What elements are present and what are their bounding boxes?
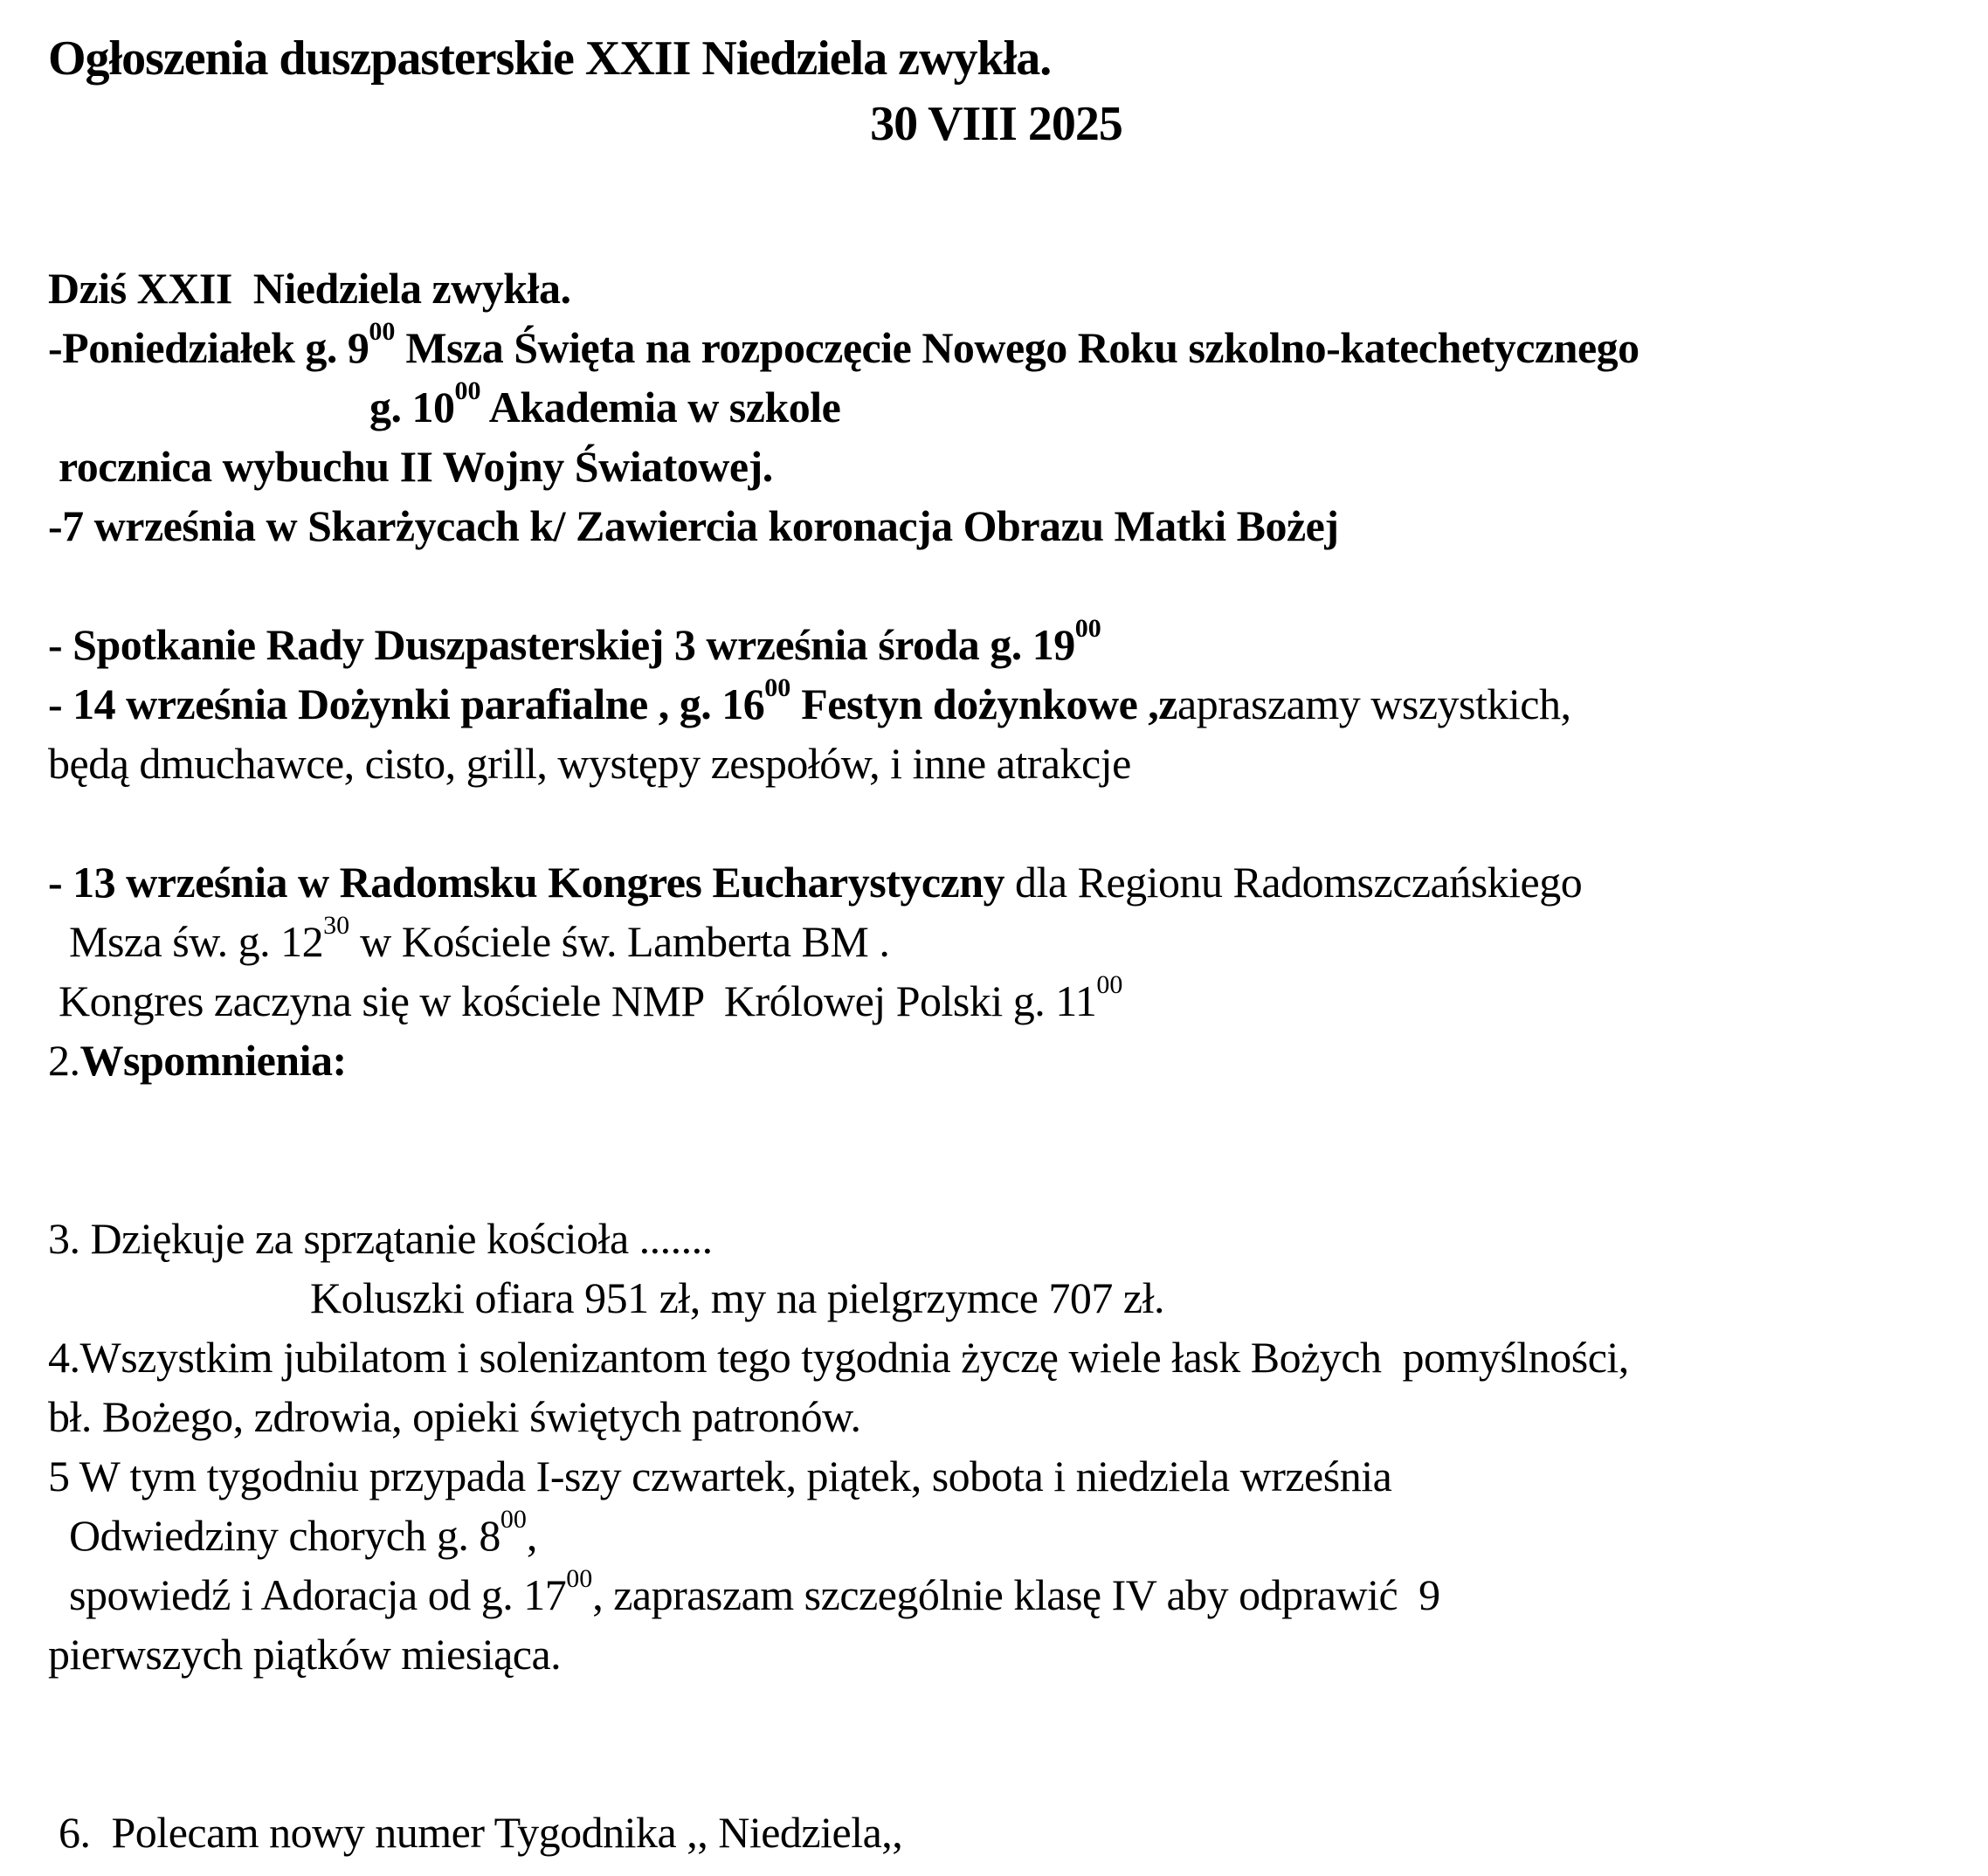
text-run: -Poniedziałek g. 9 <box>48 323 369 372</box>
text-run: g. 10 <box>369 383 455 431</box>
text-run: 2. <box>48 1036 80 1085</box>
line-tygodnik: 6. Polecam nowy numer Tygodnika ,, Niedziela,, <box>48 1808 903 1857</box>
time-superscript: 30 <box>323 911 350 940</box>
text-run: Kongres zaczyna się w kościele NMP Królowej Polski g. 11 <box>48 976 1097 1025</box>
text-run: , zapraszam szczególnie klasę IV aby odprawić 9 <box>592 1570 1440 1619</box>
time-superscript: 00 <box>369 317 396 346</box>
line-dozynki-atrakcje: będą dmuchawce, cisto, grill, występy zespołów, i inne atrakcje <box>48 739 1131 788</box>
text-run: - Spotkanie Rady Duszpasterskiej 3 września środa g. 19 <box>48 620 1075 669</box>
time-superscript: 00 <box>454 376 481 405</box>
text-run: - 14 września Dożynki parafialne , g. 16 <box>48 679 765 728</box>
line-jubilaci-2: bł. Bożego, zdrowia, opieki świętych patronów. <box>48 1392 861 1441</box>
text-run: Odwiedziny chorych g. 8 <box>48 1511 500 1560</box>
text-run: spowiedź i Adoracja od g. 17 <box>48 1570 567 1619</box>
text-run: Akademia w szkole <box>480 383 841 431</box>
page-title: Ogłoszenia duszpasterskie XXII Niedziela zwykła. <box>48 31 1052 86</box>
spacer <box>48 555 1944 615</box>
line-ofiara: Koluszki ofiara 951 zł, my na pielgrzymce 707 zł. <box>310 1273 1164 1322</box>
line-rada-duszpasterska <box>48 615 1944 674</box>
time-superscript: 00 <box>1074 614 1101 643</box>
time-superscript: 00 <box>1096 970 1123 999</box>
line-wspomnienia <box>48 1031 1944 1090</box>
line-kongres-start <box>48 971 1944 1031</box>
text-run: dla Regionu Radomszczańskiego <box>1004 858 1583 907</box>
text-run: - 13 września w Radomsku Kongres Eucharystyczny <box>48 858 1005 907</box>
line-akademia <box>48 377 1944 437</box>
text-run: w Kościele św. Lamberta BM . <box>349 917 890 966</box>
spacer <box>48 1684 1944 1803</box>
text-run: Wspomnienia: <box>79 1036 347 1085</box>
text-run: Msza Święta na rozpoczęcie Nowego Roku szkolno-katechetycznego <box>395 323 1639 372</box>
line-sprzatanie: 3. Dziękuje za sprzątanie kościoła ....... <box>48 1214 713 1263</box>
text-run: , <box>526 1511 537 1560</box>
text-run: Festyn dożynkowe ,z <box>790 679 1177 728</box>
line-pierwsze-piatki: pierwszych piątków miesiąca. <box>48 1630 562 1679</box>
text-run: apraszamy wszystkich, <box>1177 679 1571 728</box>
line-msza-lamberta <box>48 912 1944 971</box>
line-skarzyce: -7 września w Skarżycach k/ Zawiercia koronacja Obrazu Matki Bożej <box>48 501 1339 550</box>
line-tydzien: 5 W tym tygodniu przypada I-szy czwartek, piątek, sobota i niedziela września <box>48 1452 1392 1500</box>
time-superscript: 00 <box>764 673 791 702</box>
page-date: 30 VIII 2025 <box>870 97 1122 151</box>
line-dozynki <box>48 674 1944 734</box>
line-kongres <box>48 852 1944 912</box>
text-run: Msza św. g. 12 <box>48 917 324 966</box>
line-monday-mass <box>48 318 1944 377</box>
spacer <box>48 155 1944 259</box>
line-spowiedz-adoracja <box>48 1565 1944 1624</box>
time-superscript: 00 <box>500 1505 527 1534</box>
line-odwiedziny-chorych <box>48 1506 1944 1565</box>
spacer <box>48 793 1944 852</box>
line-rocznica: rocznica wybuchu II Wojny Światowej. <box>48 442 773 491</box>
time-superscript: 00 <box>566 1564 593 1593</box>
line-today: Dziś XXII Niedziela zwykła. <box>48 264 571 313</box>
spacer <box>48 1090 1944 1209</box>
line-jubilaci-1: 4.Wszystkim jubilatom i solenizantom tego tygodnia życzę wiele łask Bożych pomyślności, <box>48 1333 1629 1382</box>
